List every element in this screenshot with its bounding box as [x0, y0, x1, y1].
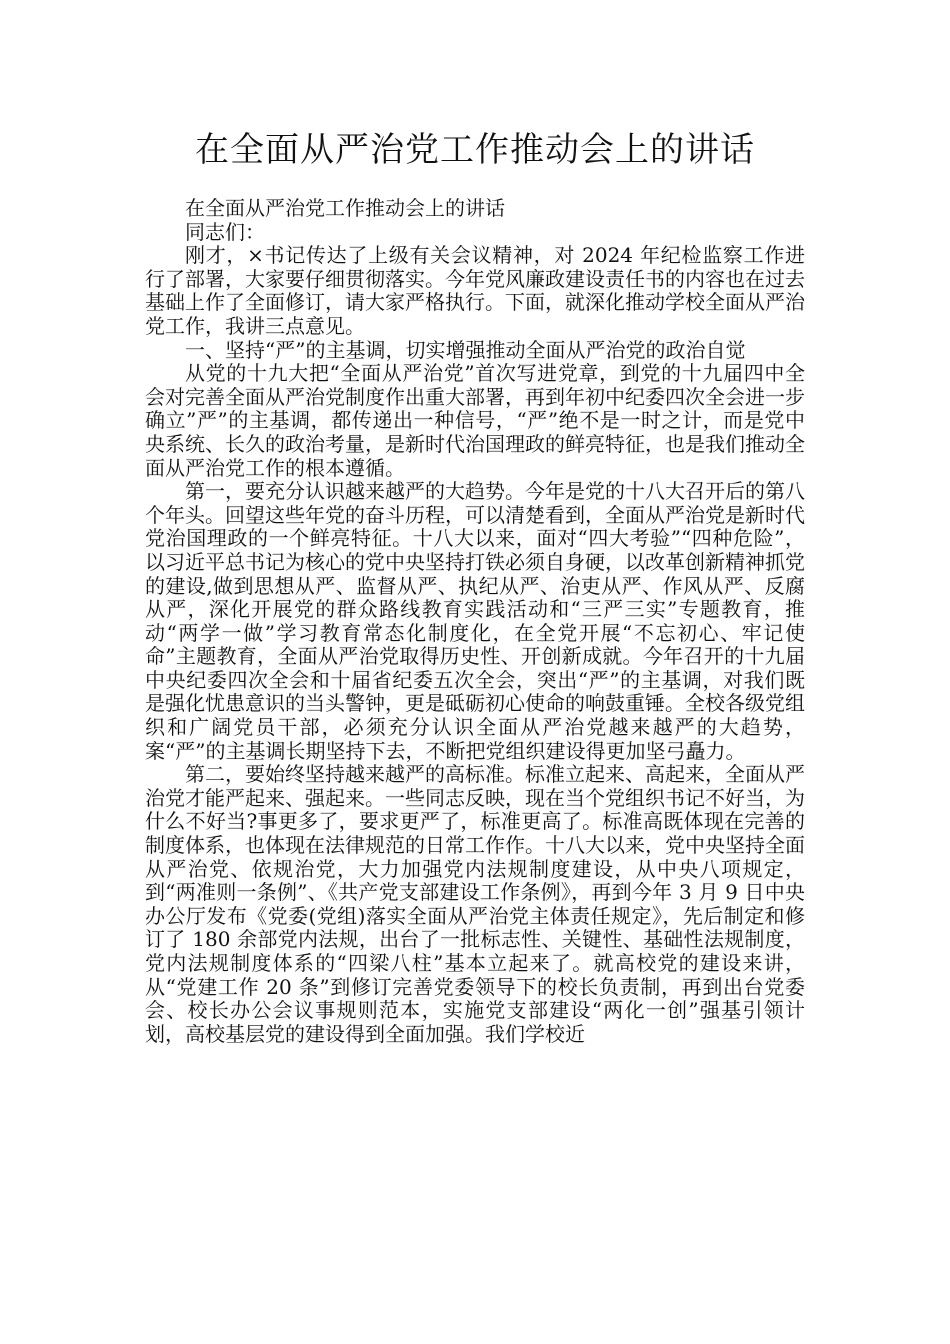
paragraph-background: 从党的十九大把“全面从严治党”首次写进党章，到党的十九届四中全会对完善全面从严治党制度作出重大部署，再到年初中纪委四次全会进一步确立”严”的主基调，都传递出一种信号，“严”绝不是一时之计，而是党中央系统、长久的政治考量，是新时代治国理政的鲜亮特征，也是我们推动全面从严治党工作的根本遵循。	[145, 361, 805, 480]
paragraph-intro: 刚才，×书记传达了上级有关会议精神，对 2024 年纪检监察工作进行了部署，大家要仔细贯彻落实。今年党风廉政建设责任书的内容也在过去基础上作了全面修订，请大家严格执行。下面，就深化推动学校全面从严治党工作，我讲三点意见。	[145, 243, 805, 338]
paragraph-subtitle: 在全面从严治党工作推动会上的讲话	[185, 196, 505, 220]
document-body	[145, 197, 805, 1046]
document-title: 在全面从严治党工作推动会上的讲话	[195, 130, 755, 170]
section-heading-1: 一、坚持“严”的主基调，切实增强推动全面从严治党的政治自觉	[185, 337, 746, 362]
paragraph-point-1: 第一，要充分认识越来越严的大趋势。今年是党的十八大召开后的第八个年头。回望这些年党的奋斗历程，可以清楚看到，全面从严治党是新时代党治国理政的一个鲜亮特征。十八大以来，面对“四大考验”“四种危险”，以习近平总书记为核心的党中央坚持打铁必须自身硬，以改革创新精神抓党的建设,做到思想从严、监督从严、执纪从严、治吏从严、作风从严、反腐从严，深化开展党的群众路线教育实践活动和“三严三实”专题教育，推动“两学一做”学习教育常态化制度化，在全党开展“不忘初心、牢记使命”主题教育，全面从严治党取得历史性、开创新成就。今年召开的十九届中央纪委四次全会和十届省纪委五次全会，突出“严”的主基调，对我们既是强化忧患意识的当头警钟，更是砥砺初心使命的响鼓重锤。全校各级党组织和广阔党员干部，必须充分认识全面从严治党越来越严的大趋势，案“严”的主基调长期坚持下去，不断把党组织建设得更加坚弓矗力。	[145, 479, 805, 763]
paragraph-point-2: 第二，要始终坚持越来越严的高标准。标准立起来、高起来，全面从严治党才能严起来、强起来。一些同志反映，现在当个党组织书记不好当，为什么不好当?事更多了，要求更严了，标准更高了。标准高既体现在完善的制度体系，也体现在法律规范的日常工作作。十八大以来，党中央坚持全面从严治党、依规治党，大力加强党内法规制度建设，从中央八项规定，到“两准则一条例”、《共产党支部建设工作条例》，再到今年 3 月 9 日中央办公厅发布《党委(党组)落实全面从严治党主体责任规定》，先后制定和修订了 180 余部党内法规，出台了一批标志性、关键性、基础性法规制度，党内法规制度体系的“四梁八柱”基本立起来了。就高校党的建设来讲，从“党建工作 20 条”到修订完善党委领导下的校长负责制，再到出台党委会、校长办公会议事规则范本，实施党支部建设“两化一创”强基引领计划，高校基层党的建设得到全面加强。我们学校近	[145, 762, 805, 1046]
paragraph-salutation: 同志们：	[185, 219, 265, 244]
